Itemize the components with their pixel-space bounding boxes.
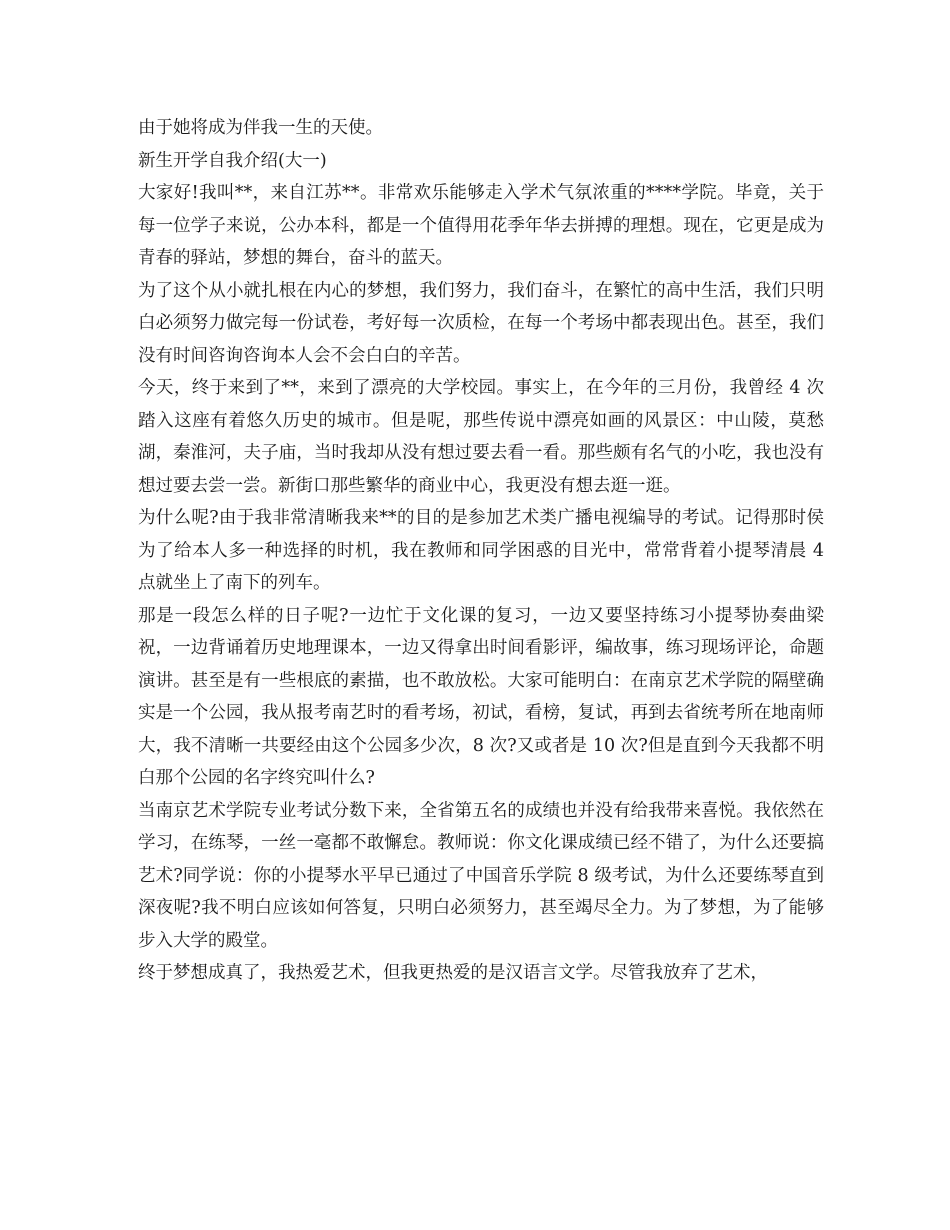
document-body	[138, 112, 824, 990]
paragraph-results: 当南京艺术学院专业考试分数下来，全省第五名的成绩也并没有给我带来喜悦。我依然在学习，在练琴，一丝一毫都不敢懈怠。教师说：你文化课成绩已经不错了，为什么还要搞艺术?同学说：你的小提琴水平早已通过了中国音乐学院 8 级考试，为什么还要练琴直到深夜呢?我不明白应该如何答复，只明白必须努力，甚至竭尽全力。为了梦想，为了能够步入大学的殿堂。	[138, 800, 824, 951]
paragraph-dream: 为了这个从小就扎根在内心的梦想，我们努力，我们奋斗，在繁忙的高中生活，我们只明白必须努力做完每一份试卷，考好每一次质检，在每一个考场中都表现出色。甚至，我们没有时间咨询咨询本人会不会白白的辛苦。	[138, 280, 824, 366]
section-title: 新生开学自我介绍(大一)	[138, 150, 327, 171]
paragraph-today: 今天，终于来到了**，来到了漂亮的大学校园。事实上，在今年的三月份，我曾经 4 次踏入这座有着悠久历史的城市。但是呢，那些传说中漂亮如画的风景区：中山陵，莫愁湖，秦淮河，夫子庙，当时我却从没有想过要去看一看。那些颇有名气的小吃，我也没有想过要去尝一尝。新街口那些繁华的商业中心，我更没有想去逛一逛。	[138, 378, 824, 496]
paragraph-days: 那是一段怎么样的日子呢?一边忙于文化课的复习，一边又要坚持练习小提琴协奏曲梁祝，一边背诵着历史地理课本，一边又得拿出时间看影评，编故事，练习现场评论，命题演讲。甚至是有一些根底的素描，也不敢放松。大家可能明白：在南京艺术学院的隔壁确实是一个公园，我从报考南艺时的看考场，初试，看榜，复试，再到去省统考所在地南师大，我不清晰一共要经由这个公园多少次，8 次?又或者是 10 次?但是直到今天我都不明白那个公园的名字终究叫什么?	[138, 605, 824, 788]
paragraph-why: 为什么呢?由于我非常清晰我来**的目的是参加艺术类广播电视编导的考试。记得那时侯为了给本人多一种选择的时机，我在教师和同学困惑的目光中，常常背着小提琴清晨 4 点就坐上了南下的列车。	[138, 508, 824, 593]
paragraph-dream-true: 终于梦想成真了，我热爱艺术，但我更热爱的是汉语言文学。尽管我放弃了艺术，	[138, 963, 768, 983]
paragraph-closing-line: 由于她将成为伴我一生的天使。	[138, 118, 383, 138]
paragraph-greeting: 大家好!我叫**，来自江苏**。非常欢乐能够走入学术气氛浓重的****学院。毕竟，关于每一位学子来说，公办本科，都是一个值得用花季年华去拼搏的理想。现在，它更是成为青春的驿站，梦想的舞台，奋斗的蓝天。	[138, 183, 824, 268]
